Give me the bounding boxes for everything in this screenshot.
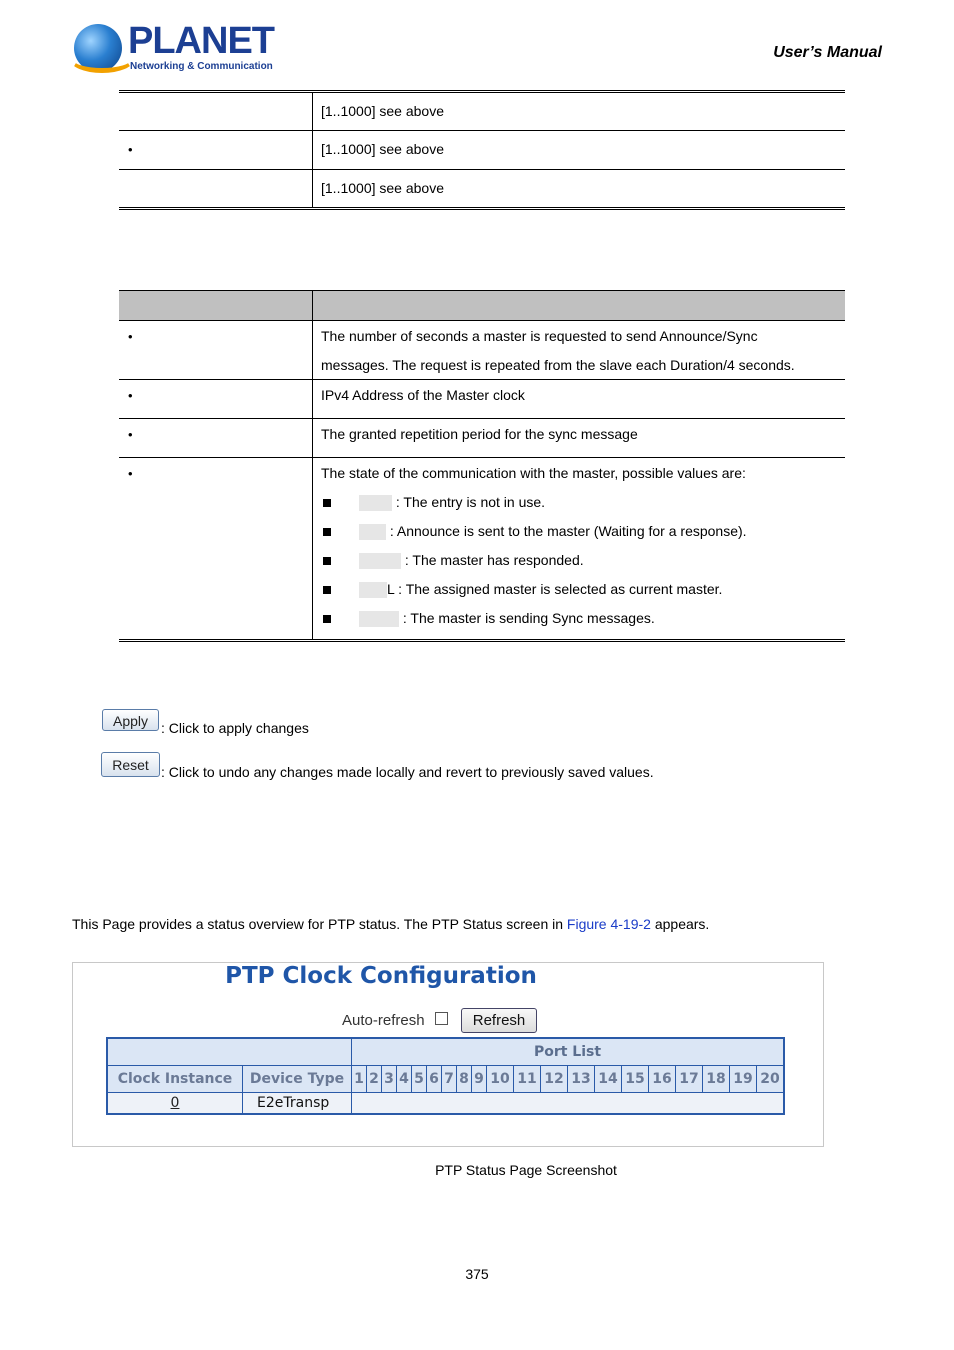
row-description-line: The state of the communication with the master, possible values are:: [321, 465, 746, 481]
bullet: •: [128, 466, 133, 481]
port-header: 15: [622, 1065, 649, 1092]
ptp-status-table: [106, 1037, 785, 1115]
clock-instance-link[interactable]: 0: [170, 1094, 180, 1111]
intro-paragraph: This Page provides a status overview for PTP status. The PTP Status screen in Figure 4-19-2 appears.: [72, 916, 710, 932]
page-number: 375: [465, 1266, 489, 1282]
port-header: 19: [730, 1065, 757, 1092]
bullet: •: [128, 427, 133, 442]
table-header-row: [107, 1038, 784, 1065]
port-header: 6: [427, 1065, 442, 1092]
apply-description: : Click to apply changes: [161, 720, 309, 736]
port-header: 7: [442, 1065, 457, 1092]
bullet: •: [128, 388, 133, 403]
row-description: IPv4 Address of the Master clock: [321, 387, 525, 403]
bullet: •: [128, 329, 133, 344]
port-header: 4: [397, 1065, 412, 1092]
state-name-box: [359, 524, 386, 540]
square-bullet-icon: [323, 615, 331, 623]
figure-caption: PTP Status Page Screenshot: [435, 1162, 617, 1178]
device-type-value: E2eTransp: [243, 1092, 352, 1114]
port-header: 9: [472, 1065, 487, 1092]
port-header: 18: [703, 1065, 730, 1092]
reset-button[interactable]: Reset: [101, 752, 160, 777]
screenshot-title: PTP Clock Configuration: [225, 963, 537, 989]
parameter-table-2: [119, 290, 845, 642]
row-description: [1..1000] see above: [321, 103, 444, 119]
manual-title: User’s Manual: [773, 44, 882, 61]
square-bullet-icon: [323, 499, 331, 507]
port-header: 1: [352, 1065, 367, 1092]
table-row: [119, 458, 845, 641]
row-description: [1..1000] see above: [321, 180, 444, 196]
refresh-button[interactable]: Refresh: [461, 1008, 537, 1033]
state-description: : The master has responded.: [404, 552, 584, 568]
brand-tagline: Networking & Communication: [130, 61, 273, 72]
state-item: L : The assigned master is selected as current master.: [321, 581, 845, 610]
port-header: 11: [514, 1065, 541, 1092]
state-name-box: [359, 495, 392, 511]
state-description: : Announce is sent to the master (Waiting for a response).: [389, 523, 747, 539]
table-row: [119, 321, 845, 380]
row-description: [1..1000] see above: [321, 141, 444, 157]
square-bullet-icon: [323, 528, 331, 536]
auto-refresh-label: Auto-refresh: [342, 1012, 425, 1029]
port-header: 8: [457, 1065, 472, 1092]
swoosh-icon: [70, 46, 134, 73]
table-row: [119, 380, 845, 419]
reset-description: : Click to undo any changes made locally and revert to previously saved values.: [161, 764, 654, 780]
table-row: [107, 1092, 784, 1114]
state-description: : The entry is not in use.: [395, 494, 546, 510]
square-bullet-icon: [323, 557, 331, 565]
port-header: 17: [676, 1065, 703, 1092]
state-item: [321, 610, 845, 639]
port-header: 5: [412, 1065, 427, 1092]
apply-button[interactable]: Apply: [102, 709, 159, 731]
auto-refresh-checkbox[interactable]: [435, 1012, 448, 1025]
parameter-table-1: [119, 90, 845, 210]
state-item: [321, 523, 845, 552]
port-header: 2: [367, 1065, 382, 1092]
state-name-box: [359, 582, 387, 598]
table-row: [119, 170, 845, 209]
table-header-row: [119, 291, 845, 321]
port-header: 16: [649, 1065, 676, 1092]
row-description: The granted repetition period for the sync message: [321, 426, 638, 442]
square-bullet-icon: [323, 586, 331, 594]
port-header: 14: [595, 1065, 622, 1092]
planet-logo: [72, 20, 272, 78]
port-header: 20: [757, 1065, 785, 1092]
row-description-line: messages. The request is repeated from the slave each Duration/4 seconds.: [321, 357, 795, 373]
state-name-box: [359, 553, 401, 569]
state-name-box: [359, 611, 399, 627]
clock-instance-header: Clock Instance: [107, 1065, 243, 1092]
table-row: [119, 131, 845, 170]
figure-link[interactable]: Figure 4-19-2: [566, 916, 651, 932]
device-type-header: Device Type: [243, 1065, 352, 1092]
table-row: [119, 419, 845, 458]
port-header: 13: [568, 1065, 595, 1092]
state-item: [321, 494, 845, 523]
state-item: [321, 552, 845, 581]
table-row: [119, 92, 845, 131]
column-header-row: [107, 1065, 784, 1092]
state-description: : The master is sending Sync messages.: [402, 610, 655, 626]
row-description-line: The number of seconds a master is requested to send Announce/Sync: [321, 328, 758, 344]
brand-name: PLANET: [128, 20, 274, 62]
port-list-header: Port List: [352, 1038, 785, 1065]
port-header: 3: [382, 1065, 397, 1092]
port-header: 10: [487, 1065, 514, 1092]
bullet: •: [128, 142, 133, 157]
state-description: : The assigned master is selected as current master.: [398, 581, 723, 597]
port-header: 12: [541, 1065, 568, 1092]
